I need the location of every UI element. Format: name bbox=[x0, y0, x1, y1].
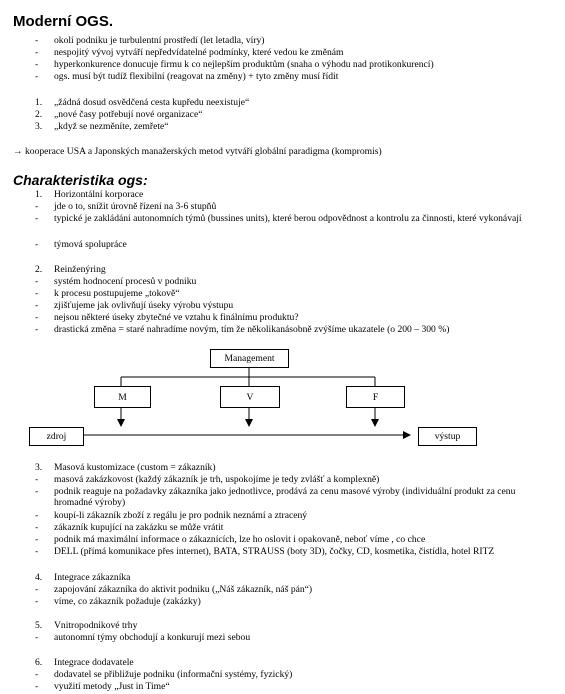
document-page: Moderní OGS. - okolí podniku je turbulentní prostředí (let letadla, víry) - nespojitý vývoj vytváří nepředvídatelné podmínky, které vedou ke změnám - hyperkonkurence donucuje firmu k co nejlepším produktům (snaha o výhodu nad protikonkurencí) - ogs. musí být tudíž flexibilní (reagovat na změny) + tyto změny musí řídit 1. „žádná dosud osvědčená cesta kupředu neexistuje“ 2. „nové časy potřebují nové organizace“ 3. „když se nezměníte, zemřete“ → kooperace USA a Japonských manažerských metod vytváří globální paradigma (kompromis) Charakteristika ogs: 1. Horizontální korporace - jde o to, snížit úrovně řízení na 3-6 stupňů - typické je zakládání autonomních týmů (bussines units), které berou odpovědnost a kontrolu za činnosti, které vykonávají - týmová spolupráce 2. Reinženýring - systém hodnocení procesů v podniku - k procesu postupujeme „tokově“ - zjišťujeme jak ovlivňují úseky výrobu výstupu - nejsou některé úseky zbytečné ve vztahu k finálnímu produktu? - drastická změna = staré nahradíme novým, tím že několikanásobně zvýšíme ukazatele (o 200 – 300 %) Management M V F zdroj výstup 3. Masová kustomizace (custom = zákazník) - masová zakázkovost (každý zákazník je trh, uspokojíme je tedy zvlášť a komplexně) - podnik reaguje na požadavky zákazníka jako jednotlivce, prodává za cenu masové výroby (individuální produkt za cenu hromadné výroby) - koupí-li zákazník zboží z regálu je pro podnik neznámí a ztracený - zákazník kupující na zakázku se může vrátit - podnik má maximální informace o zákaznících, lze ho oslovit i opakovaně, neboť víme , co chce - DELL (přímá komunikace přes internet), BATA, STRAUSS (boty 3D), čočky, CD, kosmetika, čistídla, hotel RITZ 4. Integrace zákazníka - zapojování zákazníka do aktivit podniku („Náš zákazník, náš pán“) - víme, co zákazník požaduje (zakázky) 5. Vnitropodnikové trhy - autonomní týmy obchodují a konkurují mezi sebou 6. Integrace dodavatele - dodavatel se přibližuje podniku (informační systémy, fyzický) - využití metody „Just in Time“ bbox=[0, 0, 565, 694]
f-box: F bbox=[346, 386, 405, 408]
page-title: Moderní OGS. bbox=[13, 13, 114, 30]
kooperace-note: → kooperace USA a Japonských manažerských metod vytváří globální paradigma (kompromis) bbox=[13, 146, 382, 157]
vystup-box: výstup bbox=[418, 427, 477, 446]
zdroj-box: zdroj bbox=[29, 427, 84, 446]
v-box: V bbox=[220, 386, 280, 408]
section-subtitle: Charakteristika ogs: bbox=[13, 172, 148, 188]
m-box: M bbox=[94, 386, 151, 408]
management-box: Management bbox=[210, 349, 289, 368]
